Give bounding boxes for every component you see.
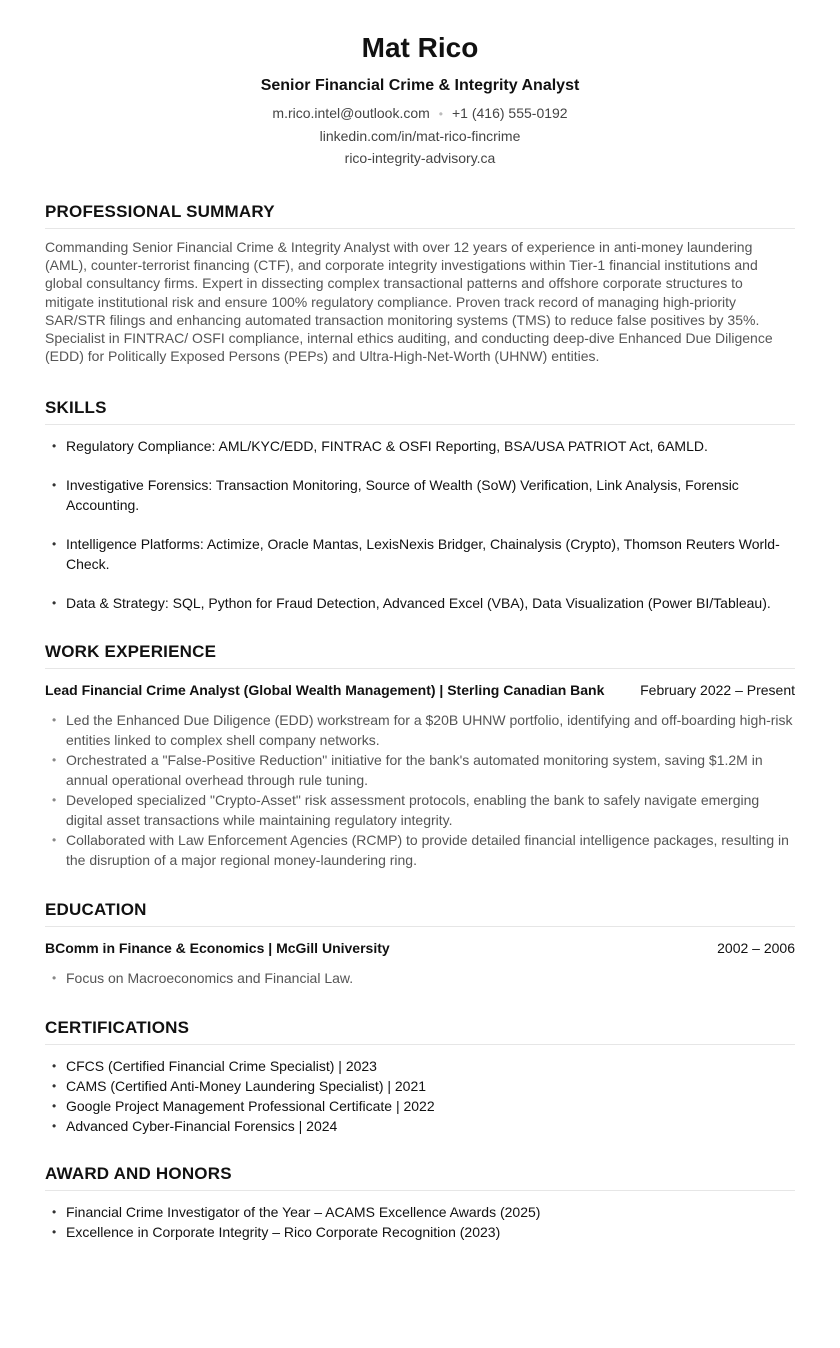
summary-text: Commanding Senior Financial Crime & Integrity Analyst with over 12 years of experience in anti-money laundering (AML), counter-terrorist financing (CTF), and corporate integrity investigations within Tier-1 financial institutions and global consultancy firms. Expert in dissecting complex transactional patterns and offshore corporate structures to mitigate institutional risk and ensure 100% regulatory compliance. Proven track record of managing high-priority SAR/STR filings and enhancing automated transaction monitoring systems (TMS) to reduce false positives by 35%. Specialist in FINTRAC/ OSFI compliance, internal ethics auditing, and conducting deep-dive Enhanced Due Diligence (EDD) for Politically Exposed Persons (PEPs) and Ultra-High-Net-Worth (UHNW) entities.: [45, 239, 773, 365]
job-dates: February 2022 – Present: [640, 682, 795, 698]
section-divider: [45, 424, 795, 425]
section-heading: PROFESSIONAL SUMMARY: [45, 202, 275, 221]
certification-item: • Advanced Cyber-Financial Forensics | 2024: [45, 1116, 795, 1136]
certification-item: • CFCS (Certified Financial Crime Specialist) | 2023: [45, 1056, 795, 1076]
job-bullet: • Developed specialized "Crypto-Asset" risk assessment protocols, enabling the bank to safely navigate emerging digital asset transactions while maintaining regulatory integrity.: [45, 790, 795, 830]
phone-number[interactable]: +1 (416) 555-0192: [452, 105, 568, 121]
skill-item: • Intelligence Platforms: Actimize, Oracle Mantas, LexisNexis Bridger, Chainalysis (Crypto), Thomson Reuters World-Check.: [45, 534, 795, 574]
candidate-title: Senior Financial Crime & Integrity Analyst: [260, 77, 580, 94]
section-divider: [45, 668, 795, 669]
candidate-name: Mat Rico: [361, 32, 479, 63]
section-divider: [45, 228, 795, 229]
degree-title: BComm in Finance & Economics | McGill University: [45, 940, 390, 956]
job-header: [45, 681, 795, 699]
awards-list: [45, 1202, 795, 1242]
skill-item: • Data & Strategy: SQL, Python for Fraud Detection, Advanced Excel (VBA), Data Visualization (Power BI/Tableau).: [45, 593, 795, 613]
experience-section: [45, 642, 795, 870]
awards-section: [45, 1164, 795, 1242]
section-heading: EDUCATION: [45, 900, 147, 919]
award-item: • Financial Crime Investigator of the Year – ACAMS Excellence Awards (2025): [45, 1202, 795, 1222]
resume-header: [0, 0, 840, 167]
section-divider: [45, 1044, 795, 1045]
section-divider: [45, 926, 795, 927]
skill-item: • Investigative Forensics: Transaction Monitoring, Source of Wealth (SoW) Verification, Link Analysis, Forensic Accounting.: [45, 475, 795, 515]
section-divider: [45, 1190, 795, 1191]
section-heading: CERTIFICATIONS: [45, 1018, 190, 1037]
job-bullet: • Led the Enhanced Due Diligence (EDD) workstream for a $20B UHNW portfolio, identifying and off-boarding high-risk entities linked to complex shell company networks.: [45, 710, 795, 750]
linkedin-link[interactable]: linkedin.com/in/mat-rico-fincrime: [319, 128, 521, 144]
job-role: Lead Financial Crime Analyst (Global Wealth Management) | Sterling Canadian Bank: [45, 682, 605, 698]
education-dates: 2002 – 2006: [717, 940, 795, 956]
certification-item: • CAMS (Certified Anti-Money Laundering Specialist) | 2021: [45, 1076, 795, 1096]
education-header: [45, 939, 795, 957]
job-bullet: • Collaborated with Law Enforcement Agencies (RCMP) to provide detailed financial intelligence packages, resulting in the disruption of a major regional money-laundering ring.: [45, 830, 795, 870]
skills-section: [45, 398, 795, 632]
job-bullets: [45, 710, 795, 870]
certification-item: • Google Project Management Professional Certificate | 2022: [45, 1096, 795, 1116]
certifications-section: [45, 1018, 795, 1136]
contact-separator: •: [438, 107, 443, 121]
section-heading: WORK EXPERIENCE: [45, 642, 217, 661]
contact-row: [0, 104, 840, 123]
skills-list: [45, 436, 795, 613]
section-heading: AWARD AND HONORS: [45, 1164, 232, 1183]
job-bullet: • Orchestrated a "False-Positive Reduction" initiative for the bank's automated monitoring system, saving $1.2M in annual operational overhead through rule tuning.: [45, 750, 795, 790]
summary-section: [45, 202, 795, 365]
education-section: [45, 900, 795, 988]
certifications-list: [45, 1056, 795, 1136]
email-link[interactable]: m.rico.intel@outlook.com: [272, 105, 430, 121]
section-heading: SKILLS: [45, 398, 107, 417]
education-bullet: • Focus on Macroeconomics and Financial Law.: [45, 968, 795, 988]
education-bullets: [45, 968, 795, 988]
skill-item: • Regulatory Compliance: AML/KYC/EDD, FINTRAC & OSFI Reporting, BSA/USA PATRIOT Act, 6AMLD.: [45, 436, 795, 456]
award-item: • Excellence in Corporate Integrity – Rico Corporate Recognition (2023): [45, 1222, 795, 1242]
website-link[interactable]: rico-integrity-advisory.ca: [344, 150, 496, 166]
